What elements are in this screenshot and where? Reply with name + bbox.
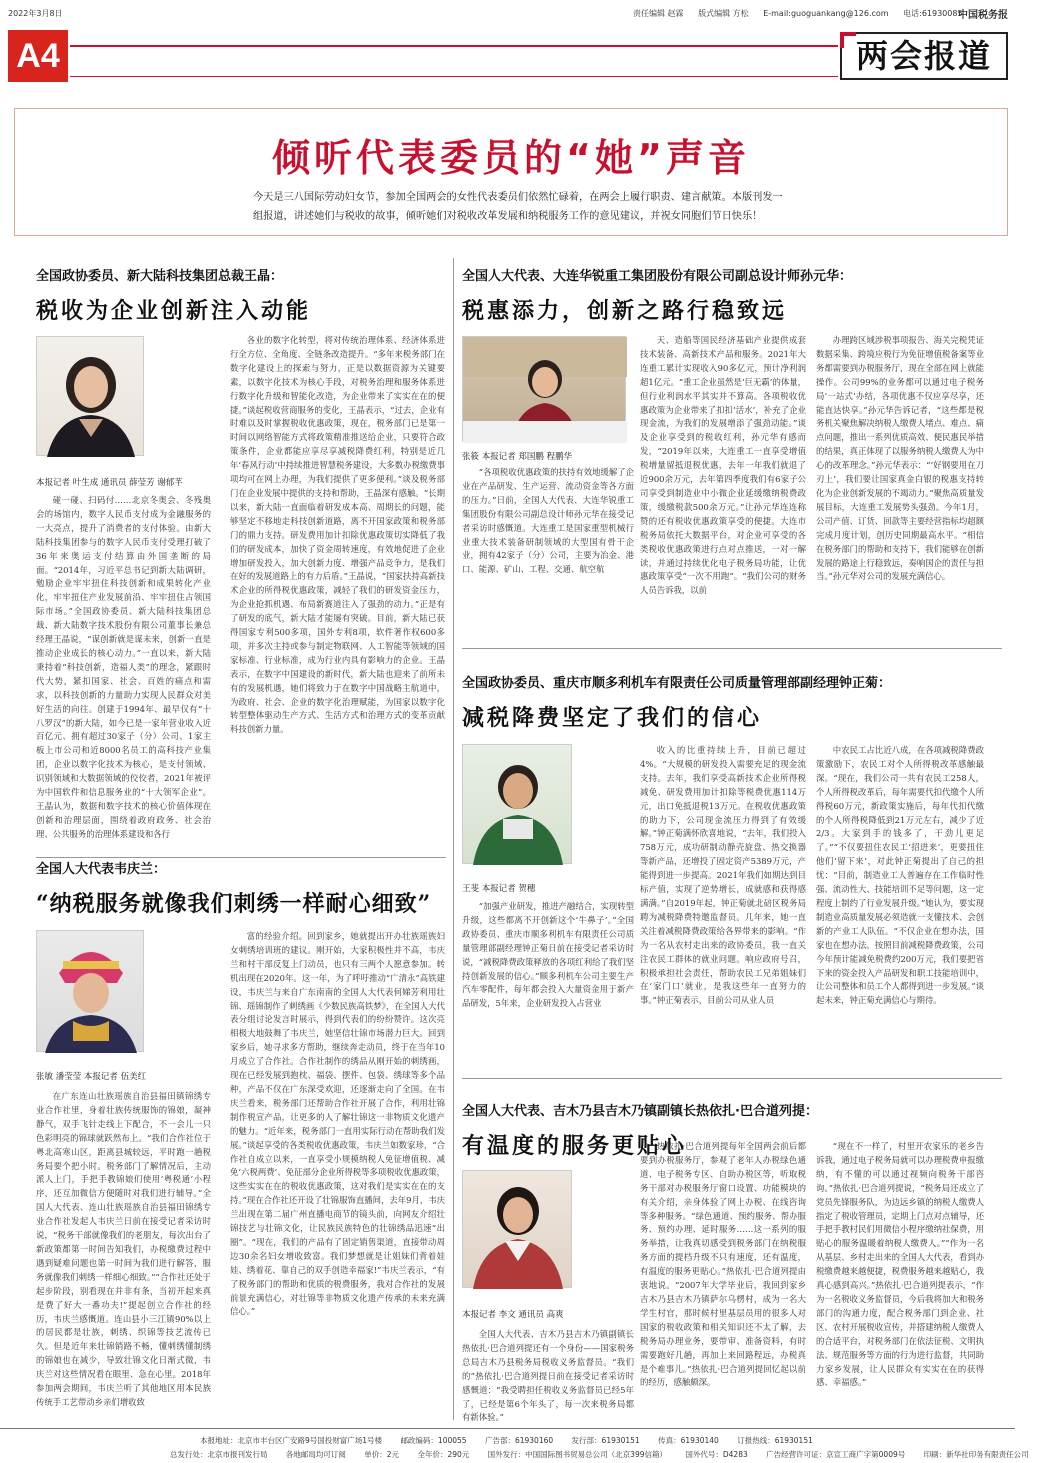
article-kicker: 全国人大代表、吉木乃县吉木乃镇副镇长热依扎·巴合道列提： bbox=[462, 1104, 818, 1119]
section-title: 两会报道 bbox=[840, 32, 1008, 80]
article-text: 中农民工占比近八成，在各项减税降费政策激励下，农民工对个人所得税改革感触最深。“现在，我们公司一共有农民工258人，个人所得税改革后，每年需要代扣代缴个人所得税60万元，新政策实施后，每年代扣代缴的个人所得税降低到21万元左右，减少了近2/3。大家到手的钱多了，干劲儿更足了。”“不仅要扭住农民工‘招进来’，更要扭住他们‘留下来’，对此钟正菊提出了自己的担忧：“目前，制造业工人普遍存在工作临时性强、流动性大、技能培训不足等问题，这一定程度上制约了行业发展升级。”她认为，要实现制造业高质量发展必须造就一支懂技术、会创新的产业工人队伍。“不仅企业在想办法，国家也在想办法。按照目前减税降费政策，公司今年预计能减免税费约200万元，我们要把省下来的资金投入产品研发和职工技能培训中，让公司整体和员工个人都得到进一步发展。”谈起未来，钟正菊充满信心与期待。 bbox=[816, 745, 984, 1006]
editor-info bbox=[633, 8, 975, 19]
article-credit: 本报记者 李文 通讯员 高爽 bbox=[462, 1310, 564, 1320]
imprint-intl: 国外发行：中国国际图书贸易总公司（北京399信箱） bbox=[487, 1450, 667, 1459]
article-text: 天、造船等国民经济基础产业提供成套技术装备、高新技术产品和服务。2021年大连重工累计实现收入90多亿元，预计净利润超1亿元。“重工企业虽然是‘巨无霸’的体量，但行业利润水平其实并不算高。各项税收优惠政策为企业带来了扣扣‘活水’，补充了企业现金流，为我们的发展增添了强劲动能。”谈及企业享受到的税收红利，孙元华有感而发，“2019年以来，大连重工一直享受增值税增量留抵退税优惠，去年一年我们就退了近900余万元，去年第四季度我们有6家子公司享受到制造业中小微企业延缓缴纳税费政策，缓缴税款500余万元。”让孙元华连连称赞的还有税收优惠政策享受的便捷。大连市税务局依托大数据平台，对企业可享受的各类税收优惠政策进行点对点推送，一对一解读，并通过持续优化电子税务局功能，让优惠政策享受“一次不用跑”。“我们公司的财务人员告诉我，以前 bbox=[640, 335, 806, 596]
imprint-fax: 传真：61930140 bbox=[658, 1436, 719, 1445]
header-rule-thin bbox=[70, 76, 838, 77]
imprint-publisher: 总发行处：北京市报刊发行局 bbox=[170, 1450, 268, 1459]
article-headline: 税收为企业创新注入动能 bbox=[36, 298, 312, 324]
article-kicker: 全国政协委员、新大陆科技集团总裁王晶： bbox=[36, 269, 284, 284]
portrait-photo bbox=[462, 1170, 572, 1288]
article-headline: 税惠添力，创新之路行稳致远 bbox=[462, 298, 788, 324]
article-wei-qinglan bbox=[36, 858, 446, 918]
article-column bbox=[816, 744, 984, 1070]
article-headline: 减税降费坚定了我们的信心 bbox=[462, 705, 763, 731]
top-strip bbox=[8, 6, 1008, 22]
imprint-subscribe: 订报热线：61930151 bbox=[737, 1436, 813, 1445]
feature-intro: 今天是三八国际劳动妇女节，参加全国两会的女性代表委员们依然忙碌着，在两会上履行职责、建言献策。本版刊发一组报道，讲述她们与税收的故事，倾听她们对税收改革发展和纳税服务工作的意见建议，并祝女同胞们节日快乐！ bbox=[253, 192, 783, 222]
article-text: 办理跨区域涉税事项报告、海关完税凭证数据采集、跨境应税行为免征增值税备案等业务都需要到办税服务厅，现在全部在网上就能操作。公司99%的业务都可以通过电子税务局‘一站式’办结，各项优惠不仅应享尽享，还能直达快享。”孙元华告诉记者，“这些都是税务机关聚焦解决纳税人缴费人堵点、难点、痛点问题，推出一系列优质高效、便民惠民举措的结果，真正体现了以服务纳税人缴费人为中心的改革理念。”孙元华表示：“‘好钢要用在刀刃上’，我们要让国家真金白银的税惠支持转化为企业创新发展的不竭动力。”聚焦高质量发展目标，大连重工发展势头强劲。今年1月，公司产值、订货、回款等主要经营指标均超额完成月度计划，创历史同期最高水平。“相信在税务部门的帮助和支持下，我们能够在创新发展的路途上行稳致远，奏响国企的责任与担当。”孙元华对公司的发展充满信心。 bbox=[816, 335, 984, 582]
imprint-footer bbox=[0, 1428, 1029, 1463]
article-column bbox=[230, 930, 445, 1416]
layout-editor: 版式编辑 方松 bbox=[698, 9, 749, 18]
article-headline: 有温度的服务更贴心 bbox=[462, 1133, 688, 1159]
article-kicker: 全国人大代表、大连华锐重工集团股份有限公司副总设计师孙元华： bbox=[462, 269, 853, 284]
editor-email: E-mail:guoguankang@126.com bbox=[763, 9, 889, 18]
article-column bbox=[462, 1328, 634, 1423]
header-rule bbox=[70, 45, 838, 47]
article-column bbox=[816, 1140, 984, 1418]
imprint-intl-code: 国外代号：D4283 bbox=[685, 1450, 748, 1459]
article-column bbox=[36, 1090, 211, 1416]
article-text: 热依扎·巴合道列提每年全国两会前后都要到办税服务厅，参观了老年人办税绿色通道、电子税务专区、自助办税区等，听取税务干部对办税服务厅窗口设置、功能模块的有关介绍，亲身体验了网上办税、在线咨询等多种服务。“绿色通道、预约服务、帮办服务、预约办理、延时服务……这一系列的服务举措，让我真切感受到税务部门在纳税服务方面的提档升级不只有速度，还有温度，有温度的服务更贴心。”热依扎·巴合道列提由衷地说。“2007年大学毕业后，我回到家乡吉木乃县吉木乃镇萨尔乌楞村，成为一名大学生村官，那时候村里基层员用的很多人对国家的税收政策和相关知识还不太了解，去税务局办理业务，要带审、准备资料，有时需要跑好几趟，再加上来回路程远，办税真是个难事儿。”热依扎·巴合道列提回忆起以前的经历，感触颇深。 bbox=[640, 1141, 806, 1388]
imprint-address: 本报地址：北京市丰台区广安路9号国投财富广场1号楼 bbox=[200, 1436, 383, 1445]
imprint-year-price: 全年价：290元 bbox=[417, 1450, 470, 1459]
divider bbox=[462, 648, 1002, 649]
imprint-line-2 bbox=[170, 1449, 1045, 1460]
imprint-ad: 广告部：61930160 bbox=[484, 1436, 554, 1445]
imprint-price: 单价：2元 bbox=[364, 1450, 400, 1459]
article-text: “现在不一样了，村里开农家乐的老乡告诉我，通过电子税务局就可以办理税费申报缴纳，有不懂的可以通过视频向税务干部咨询。”热依扎·巴合道列提说，“税务局还成立了党员先锋服务队，为边远乡镇的纳税人缴费人指定了税收管理员，定期上门点对点辅导，还手把手教村民们用微信小程序缴纳社保费，用贴心的服务温暖着纳税人缴费人。”“作为一名从基层、乡村走出来的全国人大代表，看到办税缴费越来越便捷，税费服务越来越贴心，我真心感到高兴。”热依扎·巴合道列提表示，“作为一名税收义务监督员，今后我将加大和税务部门的沟通力度，配合税务部门到企业、社区、农村开展税收宣传，并搭建纳税人缴费人的合适平台，对税务部门在依法征税、文明执法、规范服务等方面的行为进行监督，共同助力家乡发展，让人民群众有实实在在的获得感、幸福感。” bbox=[816, 1141, 984, 1388]
article-column bbox=[640, 744, 806, 1070]
editor-phone: 电话:61930085 bbox=[903, 9, 963, 18]
article-column bbox=[640, 334, 806, 642]
article-sun-yuanhua bbox=[462, 265, 1002, 325]
article-kicker: 全国政协委员、重庆市顺多利机车有限责任公司质量管理部副经理钟正菊： bbox=[462, 676, 892, 691]
imprint-printer: 印刷：新华社印务有限责任公司 bbox=[923, 1450, 1029, 1459]
imprint-license: 广告经营许可证：京宣工商广字第0009号 bbox=[766, 1450, 906, 1459]
divider bbox=[462, 1078, 1002, 1079]
feature-banner bbox=[14, 108, 1008, 236]
article-zhong-zhengju bbox=[462, 672, 1002, 732]
column-divider bbox=[453, 258, 454, 1420]
article-kicker: 全国人大代表韦庆兰： bbox=[36, 862, 167, 877]
article-text: “各项税收优惠政策的扶持有效地缓解了企业在产品研发、生产运营、流动资金等各方面的压力。”日前，全国人大代表、大连华锐重工集团股份有限公司副总设计师孙元华在接受记者采访时感慨道。大连重工是国家重型机械行业重大技术装备研制领域的大型国有骨干企业，拥有42家子（分）公司，主要为冶金、港口、能源、矿山、工程、交通、航空航 bbox=[462, 467, 634, 575]
article-headline: “纳税服务就像我们刺绣一样耐心细致” bbox=[36, 891, 432, 917]
article-text: 各业的数字化转型，将对传统治理体系、经济体系进行全方位、全角度、全链条改造提升。“多年来税务部门在数字化建设上的探索与努力，正是以数据资源为关键要素，以数字化技术为核心手段，对税务治理和服务体系进行数字化升级和智能化改造，为企业带来了实实在在的便捷。”谈起税收营商服务的变化，王晶表示，“过去，企业有时难以及时掌握税收优惠政策，现在，税务部门已是第一时间以网络智能方式将政策精准推送给企业，只要符合政策条件，企业都能应享尽享减税降费红利，特别是近几年‘春风行动’中持续推进智慧税务建设，大多数办税缴费事项均可在网上办理，为我们提供了更多便利。”谈及税务部门在企业发展中提供的支持和帮助，王晶深有感触。“长期以来，新大陆一直面临着研发成本高、周期长的问题，能够坚定不移地走科技创新道路，离不开国家政策和税务部门的鼎力支持。研发费用加计扣除优惠政策切实降低了我们的研发成本，加快了资金周转速度，有效地促进了企业增加研发投入，加大创新力度、增强产品竞争力，是我们在好的发展道路上的有力后盾。”王晶说，“国家扶持高新技术企业的所得税优惠政策，减轻了我们的研发资金压力，为企业抢抓机遇、布局新赛道注入了强劲的动力。”正是有了研发的底气，新大陆才能屡有突破。目前，新大陆已获得国家专利500多项，国外专利8项，软件著作权600多项，并多次主持或参与制定物联网、人工智能等领域的国家标准、行业标准，成为行业内具有影响力的企业。王晶表示，在数字中国建设的新时代，新大陆也迎来了前所未有的发展机遇，她们将致力于在数字中国战略主航道中，为政府、社会、企业的数字化治理赋能，为国家以数字化转型整体驱动生产方式、生活方式和治理方式的变革贡献科技创新力量。 bbox=[230, 335, 445, 735]
article-credit: 王斐 本报记者 贺穗 bbox=[462, 884, 536, 894]
portrait-photo bbox=[36, 930, 144, 1052]
article-column bbox=[462, 466, 634, 642]
portrait-photo bbox=[36, 336, 144, 456]
issue-date: 2022年3月8日 bbox=[8, 9, 63, 18]
feature-title: 倾听代表委员的“她”声音 bbox=[272, 136, 750, 180]
article-text: 在广东连山壮族瑶族自治县福田镇锦绣专业合作社里，身着壮族传统服饰的锦娘，凝神静气，双手飞针走线上下配合，不一会儿一只色彩明亮的锦球就跃然布上。“我们合作社位于粤北高寒山区，距离县城较远，平时跑一趟税务局要个把小时。税务部门了解情况后，主动派人上门，手把手教锦娘们使用‘粤税通’小程序，还互加微信方便随时对我们进行辅导。”全国人大代表、连山壮族瑶族自治县福田锦绣专业合作社发起人韦庆兰日前在接受记者采访时说，“税务干部就像我们的老朋友，每次出台了新政策都第一时间告知我们，办税缴费过程中遇到疑难问题也第一时间为我们进行解答，服务就像我们刺绣一样细心细致。”“合作社还处于起步阶段，别看现在并非有条，当初开起来真是费了好大一番功夫!”提起创立合作社的经历，韦庆兰感慨道。连山县小三江镇90%以上的居民都是壮族，刺绣、织锦等技艺流传已久。但是近年来壮锦销路不畅，懂刺绣懂制绣的锦娘也在减少，导致壮锦文化日渐式微，韦庆兰对这些情况看在眼里、急在心里。2018年参加两会期间，韦庆兰听了其他地区用本民族传统手工艺带动乡亲们增收致 bbox=[36, 1091, 211, 1407]
article-text: “加强产业研发，推进产融结合，实现转型升级，这些都离不开创新这个‘牛鼻子’。”全国政协委员、重庆市顺多利机车有限责任公司质量管理部副经理钟正菊日前在接受记者采访时说，“减税降费政策释放的各项红利给了我们坚持创新发展的信心。”顺多利机车公司主要生产汽车零配件，每年都会投入大量资金用于新产品研发，5年来，企业研发投入占营业 bbox=[462, 901, 634, 1009]
article-credit: 本报记者 叶生成 通讯员 薛莹芳 谢郁芊 bbox=[36, 478, 183, 488]
article-wang-jing bbox=[36, 265, 436, 325]
article-column bbox=[640, 1140, 806, 1418]
imprint-distribution: 发行部：61930151 bbox=[571, 1436, 640, 1445]
imprint-postcode: 邮政编码：100055 bbox=[400, 1436, 467, 1445]
portrait-photo bbox=[462, 336, 626, 442]
article-credit: 张筱 本报记者 郑国鹏 程鹏华 bbox=[462, 452, 573, 462]
article-credit: 张敏 潘莹莹 本报记者 伍美红 bbox=[36, 1072, 147, 1082]
responsible-editor: 责任编辑 赵霖 bbox=[633, 9, 684, 18]
article-text: 全国人大代表、吉木乃县吉木乃镇副镇长热依扎·巴合道列提还有一个身份——国家税务总局吉木乃县税务局税收义务监督员。“我们的”热依扎·巴合道列提日前在接受记者采访时感慨道：“我受聘担任税收义务监督员已经5年了，已经是第6个年头了，每一次来税务局都有新体验。” bbox=[462, 1329, 634, 1423]
article-column bbox=[230, 334, 445, 850]
page-number: A4 bbox=[8, 30, 68, 82]
imprint-code: 各地邮局均可订阅 bbox=[285, 1450, 346, 1459]
article-column bbox=[36, 494, 211, 850]
imprint-line-1 bbox=[200, 1435, 829, 1446]
portrait-photo bbox=[462, 744, 572, 864]
newspaper-name: 中国税务报 bbox=[958, 10, 1008, 21]
article-text: 收入的比重持续上升，目前已超过4%。“大规模的研发投入需要充足的现金流支持。去年，我们享受高新技术企业所得税减免、研发费用加计扣除等税费优惠114万元，出口免抵退税13万元。在税收优惠政策的助力下，公司现金流压力得到了有效缓解。”钟正菊满怀欣喜地说，“去年，我们投入758万元，成功研制动静壳旋盘、热交换器等新产品，还增投了固定资产5389万元，产能得到进一步提高。2021年我们如期达到目标产值，实现了逆势增长，成就感和获得感满满。”自2019年起，钟正菊就北碚区税务局聘为减税降费特邀监督员。几年来，她一直关注着减税降费政策给各界带来的影响。“作为一名从农村走出来的政协委员，我一直关注农民工群体的就业问题。响应政府号召，积极承担社会责任，帮助农民工兄弟姐妹们在‘家门口’就业，是我这些年一直努力的事。”钟正菊表示，目前公司从业人员 bbox=[640, 745, 806, 1006]
article-column bbox=[462, 900, 634, 1070]
article-text: 碰一碰、扫码付……北京冬奥会、冬残奥会的场馆内，数字人民币支付成为金融服务的一大亮点，提升了消费者的支付体验。由新大陆科技集团参与的数字人民币支付受理打破了36年来奥运支付结算由外国垄断的局面。“2014年，习近平总书记到新大陆调研，勉励企业牢牢扭住科技创新和成果转化产业化，牢牢扭住产业发展前沿、牢牢扭住占领国际市场。”全国政协委员、新大陆科技集团总裁、新大陆数字技术股份有限公司董事长兼总经理王晶说，“谋创新就是谋未来，创新一直是推动企业成长的核心动力。”一直以来，新大陆秉持着“科技创新，造福人类”的理念，紧跟时代大势，紧扣国家、社会、百姓的痛点和需求，以科技创新的力量助力实现人民群众对美好生活的向往。创建于1994年、最早仅有“十八罗汉”的新大陆，如今已是一家年营业收入近百亿元、拥有超过30家子（分）公司、1家主板上市公司和近8000名员工的高科技产业集团，企业以数字化技术为核心，是支付领域、识别领域和大数据领域的佼佼者，2021年被评为中国软件和信息服务业的“十大领军企业”。王晶认为，数据和数字技术的核心价值体现在创新和治理层面，围绕着政府政务、社会治理、公共服务的治理体系建设和各行 bbox=[36, 495, 211, 839]
article-text: 富的经验介绍。回到家乡，她就提出开办壮族瑶族妇女刺绣培训班的建议。刚开始，大家积极性并不高，韦庆兰和村干部反复上门动员，也只有三两个人愿意参加。转机出现在2020年。这一年，为了呼吁推动“广清永”高铁建设，韦庆兰与来自广东南南的全国人大代表何娣芳利用壮锦、瑶锦制作了刺绣画《少数民族高铁梦》，在全国人大代表分组讨论发言时展示，得到代表们的纷纷赞许。这次亮相极大地鼓舞了韦庆兰，她坚信壮锦市场潜力巨大。回到家乡后，她寻求多方帮助，继续奔走动员，终于在当年10月成立了合作社。合作社制作的绣品从刚开始的刺绣画，现在已经发展到抱枕、福袋、摆件、包袋、绣球等多个品种，产品不仅在广东深受欢迎，还逐渐走向了全国。在韦庆兰看来，税务部门还帮助合作社开展了合作，利用壮锦制作税宣产品，让更多的人了解壮锦这一非物质文化遗产的魅力。“近年来，税务部门一直用实际行动在帮助我们发展。”谈起享受的各类税收优惠政策，韦庆兰如数家珍，“合作社自成立以来，一直享受小规模纳税人免征增值税、减免‘六税两费’、免征部分企业所得税等多项税收优惠政策，这些实实在在的税收优惠政策，这对我们是实实在在的支持。”现在合作社还开设了壮锦服饰直播间，去年9月，韦庆兰出现在第二届广州直播电商节的镜头前，向网友介绍壮锦技艺与壮锦文化，让民族民族特色的壮锦绣品迅速“出圈”。“现在，我们的产品有了固定销售渠道，直接带动周边30余名妇女增收致富。我们梦想就是让姐妹们背着娃娃、绣着花、靠自己的双手创造幸福家!”韦庆兰表示，“有了税务部门的帮助和优质的税费服务，我对合作社的发展前景充满信心，对壮锦等非物质文化遗产传承的未来充满信心。” bbox=[230, 931, 445, 1317]
article-column bbox=[816, 334, 984, 642]
